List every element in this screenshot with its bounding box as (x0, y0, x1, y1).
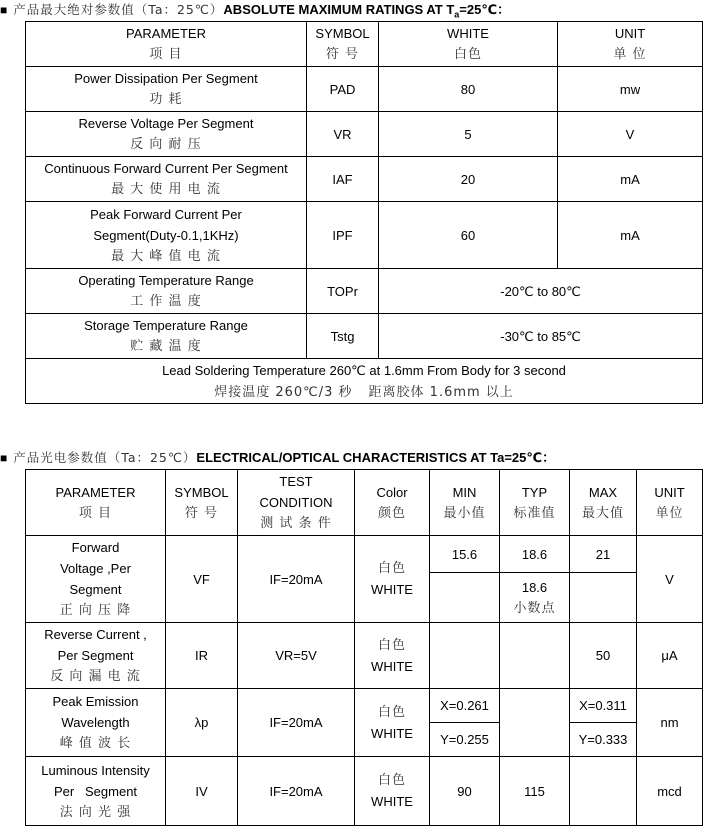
header-min: MIN 最小值 (430, 470, 500, 536)
electrical-optical-characteristics-table (25, 469, 703, 826)
min-cell: X=0.261 (430, 689, 500, 723)
min-cell: 15.6 (430, 536, 500, 573)
max-cell: Y=0.333 (570, 723, 637, 757)
value-cell: 80 (379, 67, 558, 112)
header-typ: TYP 标准值 (500, 470, 570, 536)
param-cell: Reverse Current , Per Segment 反 向 漏 电 流 (26, 623, 166, 689)
param-cell: Continuous Forward Current Per Segment 最 大 使 用 电 流 (26, 157, 307, 202)
condition-cell: IF=20mA (238, 689, 355, 757)
min-cell: 90 (430, 757, 500, 826)
param-cell: Reverse Voltage Per Segment 反 向 耐 压 (26, 112, 307, 157)
symbol-cell: IPF (307, 202, 379, 269)
color-cell: 白色 WHITE (355, 689, 430, 757)
unit-cell: μA (637, 623, 703, 689)
table-row (26, 112, 703, 157)
header-symbol: SYMBOL 符 号 (307, 22, 379, 67)
header-unit: UNIT 单 位 (558, 22, 703, 67)
color-cell: 白色 WHITE (355, 536, 430, 623)
symbol-cell: IAF (307, 157, 379, 202)
table-row (26, 157, 703, 202)
table-row (26, 536, 703, 573)
symbol-cell: Tstg (307, 314, 379, 359)
param-cell: Storage Temperature Range 贮 藏 温 度 (26, 314, 307, 359)
header-parameter: PARAMETER 项 目 (26, 470, 166, 536)
max-cell (570, 757, 637, 826)
section2-title (0, 449, 555, 467)
table-row (26, 202, 703, 269)
table-row (26, 757, 703, 826)
typ-cell: 18.6 (500, 536, 570, 573)
param-cell: Power Dissipation Per Segment 功 耗 (26, 67, 307, 112)
typ-cell (500, 689, 570, 757)
table-row (26, 623, 703, 689)
max-cell: X=0.311 (570, 689, 637, 723)
typ-cell (500, 623, 570, 689)
table-row (26, 269, 703, 314)
condition-cell: IF=20mA (238, 757, 355, 826)
symbol-cell: VR (307, 112, 379, 157)
min-cell (430, 573, 500, 623)
soldering-footer-row (26, 359, 703, 404)
section2-title-cn: 产品光电参数值（Ta：25℃） (13, 450, 197, 465)
typ-cell: 115 (500, 757, 570, 826)
unit-cell: mA (558, 157, 703, 202)
header-parameter: PARAMETER 项 目 (26, 22, 307, 67)
typ-cell: 18.6 小数点 (500, 573, 570, 623)
param-cell: Operating Temperature Range 工 作 温 度 (26, 269, 307, 314)
header-max: MAX 最大值 (570, 470, 637, 536)
section1-title-cn: 产品最大绝对参数值（Ta：25℃） (13, 2, 224, 17)
color-cell: 白色 WHITE (355, 757, 430, 826)
condition-cell: VR=5V (238, 623, 355, 689)
symbol-cell: IR (166, 623, 238, 689)
range-cell: -20℃ to 80℃ (379, 269, 703, 314)
range-cell: -30℃ to 85℃ (379, 314, 703, 359)
min-cell (430, 623, 500, 689)
value-cell: 20 (379, 157, 558, 202)
symbol-cell: IV (166, 757, 238, 826)
param-cell: Forward Voltage ,Per Segment 正 向 压 降 (26, 536, 166, 623)
table-row (26, 689, 703, 723)
unit-cell: V (558, 112, 703, 157)
header-test-condition: TEST CONDITION 测 试 条 件 (238, 470, 355, 536)
soldering-note: Lead Soldering Temperature 260℃ at 1.6mm From Body for 3 second 焊接温度 260℃/3 秒 距离胶体 1.6mm 以上 (26, 359, 703, 404)
unit-cell: mcd (637, 757, 703, 826)
section1-title (0, 1, 510, 19)
min-cell: Y=0.255 (430, 723, 500, 757)
max-cell: 21 (570, 536, 637, 573)
symbol-cell: PAD (307, 67, 379, 112)
param-cell: Luminous Intensity Per Segment 法 向 光 强 (26, 757, 166, 826)
section1-title-en: ABSOLUTE MAXIMUM RATINGS AT $T_a=25℃$： (223, 2, 511, 20)
symbol-cell: λp (166, 689, 238, 757)
unit-cell: V (637, 536, 703, 623)
value-cell: 5 (379, 112, 558, 157)
color-cell: 白色 WHITE (355, 623, 430, 689)
unit-cell: nm (637, 689, 703, 757)
symbol-cell: TOPr (307, 269, 379, 314)
symbol-cell: VF (166, 536, 238, 623)
bullet-square-icon: ■ (0, 3, 8, 17)
condition-cell: IF=20mA (238, 536, 355, 623)
header-unit: UNIT 单位 (637, 470, 703, 536)
table-row (26, 314, 703, 359)
param-cell: Peak Emission Wavelength 峰 值 波 长 (26, 689, 166, 757)
table-header-row (26, 22, 703, 67)
header-color: Color 颜色 (355, 470, 430, 536)
value-cell: 60 (379, 202, 558, 269)
table-row (26, 67, 703, 112)
absolute-maximum-ratings-table (25, 21, 703, 404)
unit-cell: mA (558, 202, 703, 269)
bullet-square-icon: ■ (0, 451, 8, 465)
max-cell (570, 573, 637, 623)
table-header-row (26, 470, 703, 536)
param-cell: Peak Forward Current Per Segment(Duty-0.1,1KHz) 最 大 峰 值 电 流 (26, 202, 307, 269)
header-white: WHITE 白色 (379, 22, 558, 67)
header-symbol: SYMBOL 符 号 (166, 470, 238, 536)
section2-title-en: ELECTRICAL/OPTICAL CHARACTERISTICS AT Ta=25℃： (196, 450, 556, 465)
max-cell: 50 (570, 623, 637, 689)
unit-cell: mw (558, 67, 703, 112)
